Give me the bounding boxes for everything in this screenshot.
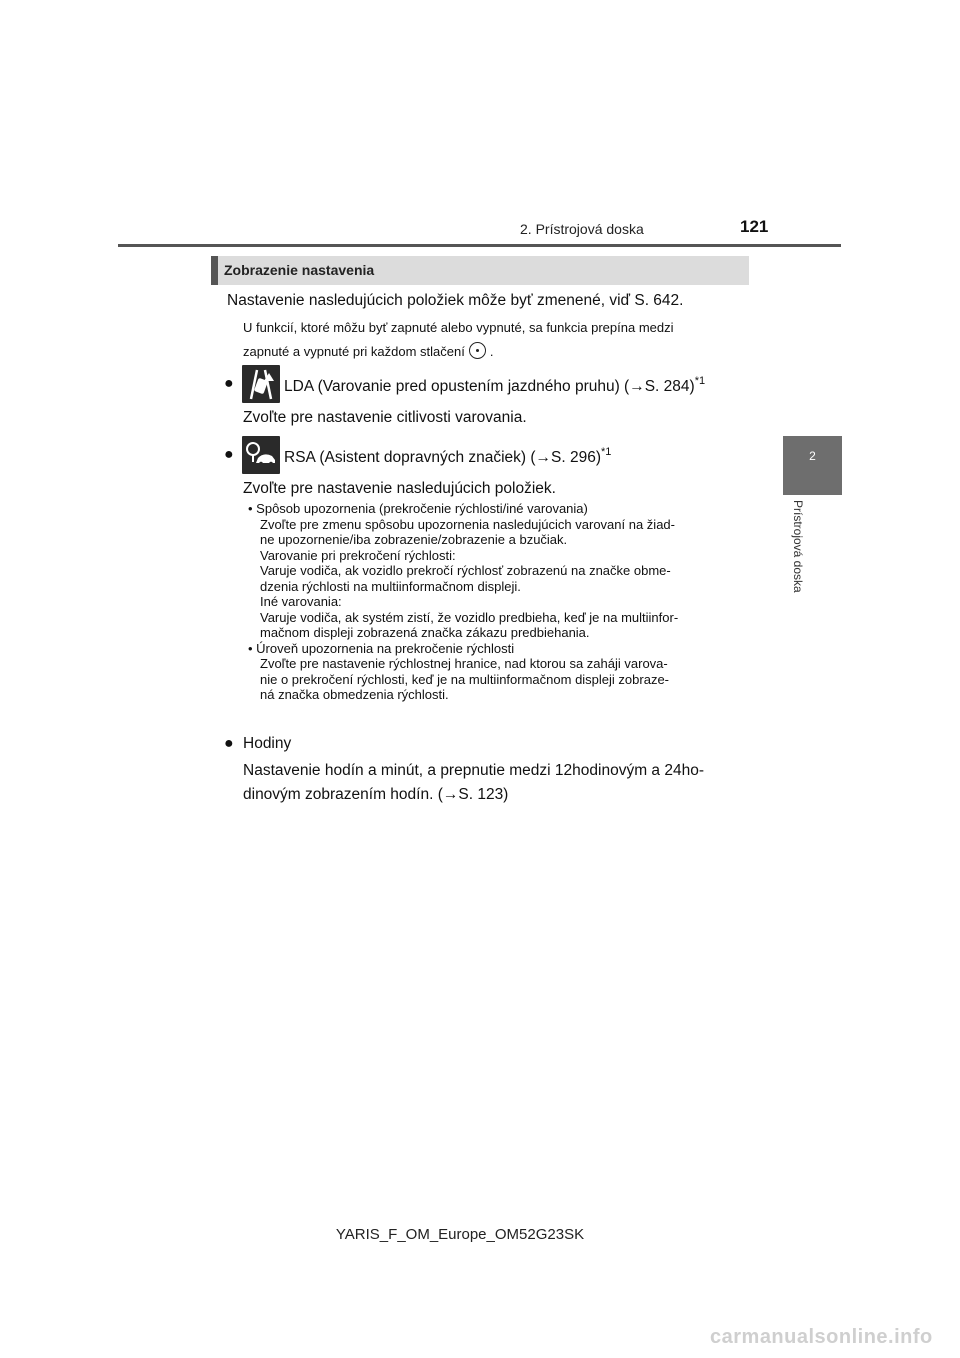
item-rsa-sup: *1 <box>601 446 612 458</box>
rsa-sub-line: • Spôsob upozornenia (prekročenie rýchlosti/iné varovania) <box>248 501 588 516</box>
chapter-tab-number: 2 <box>809 449 816 463</box>
item-rsa-title-text: RSA (Asistent dopravných značiek) (→S. 296) <box>284 449 602 466</box>
item-clock-desc-2: dinovým zobrazením hodín. (→S. 123) <box>243 786 509 803</box>
select-button-icon <box>469 342 486 359</box>
rsa-sub-line: dzenia rýchlosti na multiinformačnom displeji. <box>260 578 521 594</box>
section-title: Zobrazenie nastavenia <box>224 262 375 278</box>
rsa-sub-line: mačnom displeji zobrazená značka zákazu predbiehania. <box>260 625 590 640</box>
rsa-sub-line: ná značka obmedzenia rýchlosti. <box>260 687 449 702</box>
rsa-sub-line: Varovanie pri prekročení rýchlosti: <box>260 547 456 563</box>
item-lda-sup: *1 <box>694 375 706 387</box>
bullet-rsa: ● <box>224 446 234 463</box>
watermark: carmanualsonline.info <box>710 1326 933 1348</box>
item-lda-title <box>284 375 705 396</box>
note-line-1: U funkcií, ktoré môžu byť zapnuté alebo vypnuté, sa funkcia prepína medzi <box>243 320 674 335</box>
running-header-section: 2. Prístrojová doska <box>520 221 644 237</box>
bullet-clock: ● <box>224 735 234 752</box>
item-clock-desc-1: Nastavenie hodín a minút, a prepnutie medzi 12hodinovým a 24ho- <box>243 762 704 779</box>
note-line-2-end: . <box>489 344 494 359</box>
item-rsa-title <box>284 446 611 467</box>
chapter-label-text: Prístrojová doska <box>791 500 805 593</box>
note-line-2 <box>243 342 493 359</box>
rsa-sub-line: Zvoľte pre zmenu spôsobu upozornenia nasledujúcich varovaní na žiad- <box>260 516 675 532</box>
lane-departure-icon-graphic <box>242 365 280 403</box>
footer-doc-id <box>0 1226 960 1243</box>
chapter-tab <box>783 436 842 495</box>
lane-departure-icon <box>242 365 280 403</box>
chapter-tab-label <box>786 500 806 620</box>
road-sign-assist-icon-graphic <box>242 436 280 474</box>
rsa-sub-line: Varuje vodiča, ak systém zistí, že vozidlo predbieha, keď je na multiinfor- <box>260 609 679 625</box>
intro-text: Nastavenie nasledujúcich položiek môže byť zmenené, viď S. 642. <box>227 292 684 309</box>
item-lda-desc: Zvoľte pre nastavenie citlivosti varovania. <box>243 409 527 426</box>
road-sign-assist-icon <box>242 436 280 474</box>
rsa-sub-line: Iné varovania: <box>260 594 342 609</box>
footer-doc-id-text: YARIS_F_OM_Europe_OM52G23SK <box>335 1226 585 1243</box>
header-rule <box>118 244 841 247</box>
bullet-lda: ● <box>224 375 234 392</box>
page-number: 121 <box>740 217 769 236</box>
section-header-marker <box>211 256 218 285</box>
rsa-sub-line: ne upozornenie/iba zobrazenie/zobrazenie a bzučiak. <box>260 532 568 547</box>
rsa-sub-line: • Úroveň upozornenia na prekročenie rýchlosti <box>248 640 515 656</box>
item-clock-title: Hodiny <box>243 735 292 752</box>
item-rsa-desc: Zvoľte pre nastavenie nasledujúcich položiek. <box>243 480 556 497</box>
rsa-sub-line: Varuje vodiča, ak vozidlo prekročí rýchlosť zobrazenú na značke obme- <box>260 563 671 578</box>
rsa-sub-list <box>248 501 756 703</box>
rsa-sub-line: Zvoľte pre nastavenie rýchlostnej hranice, nad ktorou sa zaháji varova- <box>260 656 668 671</box>
note-line-2-text: zapnuté a vypnuté pri každom stlačení <box>243 344 465 359</box>
item-lda-title-text: LDA (Varovanie pred opustením jazdného pruhu) (→S. 284) <box>284 378 695 395</box>
rsa-sub-line: nie o prekročení rýchlosti, keď je na multiinformačnom displeji zobraze- <box>260 671 669 687</box>
